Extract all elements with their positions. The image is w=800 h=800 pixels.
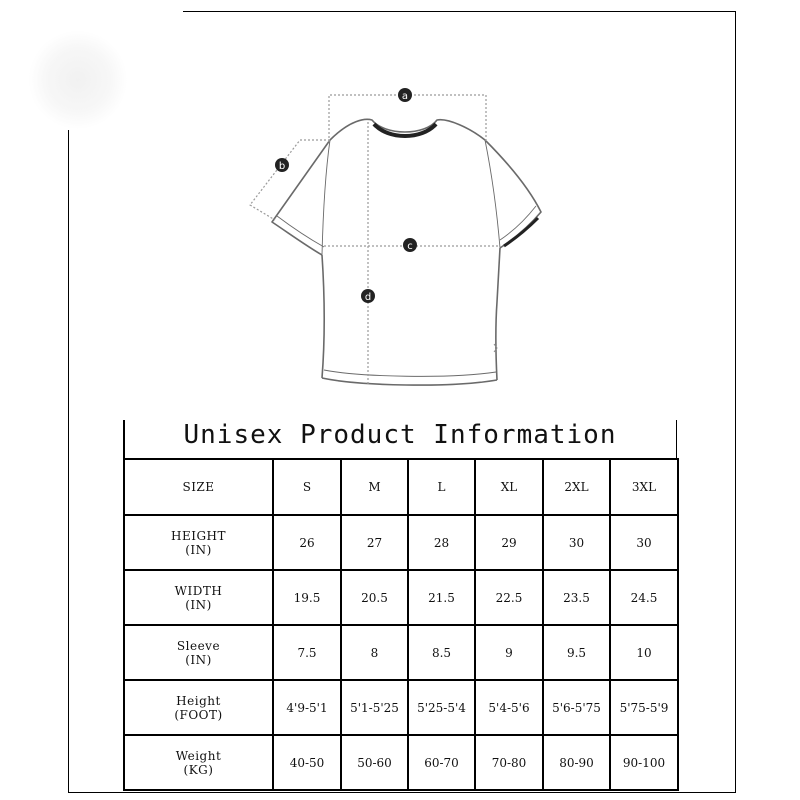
- svg-text:d: d: [364, 292, 372, 303]
- table-cell: 19.5: [273, 570, 341, 625]
- table-cell: 9.5: [543, 625, 610, 680]
- table-cell: 5'6-5'75: [543, 680, 610, 735]
- sleeve-cuff: [504, 218, 538, 246]
- row-label: HEIGHT (IN): [124, 515, 273, 570]
- frame-border-top: [183, 11, 736, 12]
- table-row-width: [124, 570, 678, 625]
- table-cell: 40-50: [273, 735, 341, 790]
- table-header-row: [124, 459, 678, 515]
- table-cell: 21.5: [408, 570, 475, 625]
- svg-text:b: b: [278, 161, 286, 172]
- table-title: Unisex Product Information: [183, 420, 617, 450]
- header-xl: XL: [475, 459, 543, 515]
- svg-text:a: a: [401, 91, 409, 102]
- header-2xl: 2XL: [543, 459, 610, 515]
- frame-border-bottom: [68, 792, 736, 793]
- table-cell: 4'9-5'1: [273, 680, 341, 735]
- marker-c: [403, 238, 417, 252]
- header-s: S: [273, 459, 341, 515]
- tshirt-outline: [272, 119, 541, 385]
- table-cell: 28: [408, 515, 475, 570]
- marker-d: [361, 289, 375, 303]
- header-3xl: 3XL: [610, 459, 678, 515]
- table-cell: 90-100: [610, 735, 678, 790]
- marker-b: [275, 158, 289, 172]
- tshirt-diagram: [240, 80, 560, 400]
- row-label: WIDTH (IN): [124, 570, 273, 625]
- table-cell: 70-80: [475, 735, 543, 790]
- table-cell: 26: [273, 515, 341, 570]
- table-cell: 7.5: [273, 625, 341, 680]
- table-cell: 22.5: [475, 570, 543, 625]
- table-cell: 10: [610, 625, 678, 680]
- row-label: Height (FOOT): [124, 680, 273, 735]
- background-smudge: [28, 30, 128, 130]
- table-cell: 20.5: [341, 570, 408, 625]
- measurement-guides: [250, 95, 498, 384]
- table-cell: 50-60: [341, 735, 408, 790]
- table-cell: 8: [341, 625, 408, 680]
- row-label: Sleeve (IN): [124, 625, 273, 680]
- table-cell: 9: [475, 625, 543, 680]
- table-row-weight: [124, 735, 678, 790]
- table-row-height: [124, 515, 678, 570]
- header-size: SIZE: [124, 459, 273, 515]
- table-cell: 8.5: [408, 625, 475, 680]
- table-cell: 30: [543, 515, 610, 570]
- table-cell: 80-90: [543, 735, 610, 790]
- table-row-sleeve: [124, 625, 678, 680]
- header-m: M: [341, 459, 408, 515]
- table-cell: 23.5: [543, 570, 610, 625]
- marker-a: [398, 88, 412, 102]
- table-cell: 27: [341, 515, 408, 570]
- table-row-person-height: [124, 680, 678, 735]
- frame-border-left: [68, 130, 69, 793]
- table-cell: 5'4-5'6: [475, 680, 543, 735]
- table-cell: 5'75-5'9: [610, 680, 678, 735]
- header-l: L: [408, 459, 475, 515]
- table-cell: 29: [475, 515, 543, 570]
- table-cell: 24.5: [610, 570, 678, 625]
- size-chart-table: [123, 458, 679, 791]
- table-cell: 5'25-5'4: [408, 680, 475, 735]
- row-label: Weight (KG): [124, 735, 273, 790]
- table-cell: 5'1-5'25: [341, 680, 408, 735]
- frame-border-right: [735, 11, 736, 793]
- svg-text:c: c: [407, 241, 413, 252]
- table-cell: 30: [610, 515, 678, 570]
- table-cell: 60-70: [408, 735, 475, 790]
- collar-band: [374, 124, 436, 136]
